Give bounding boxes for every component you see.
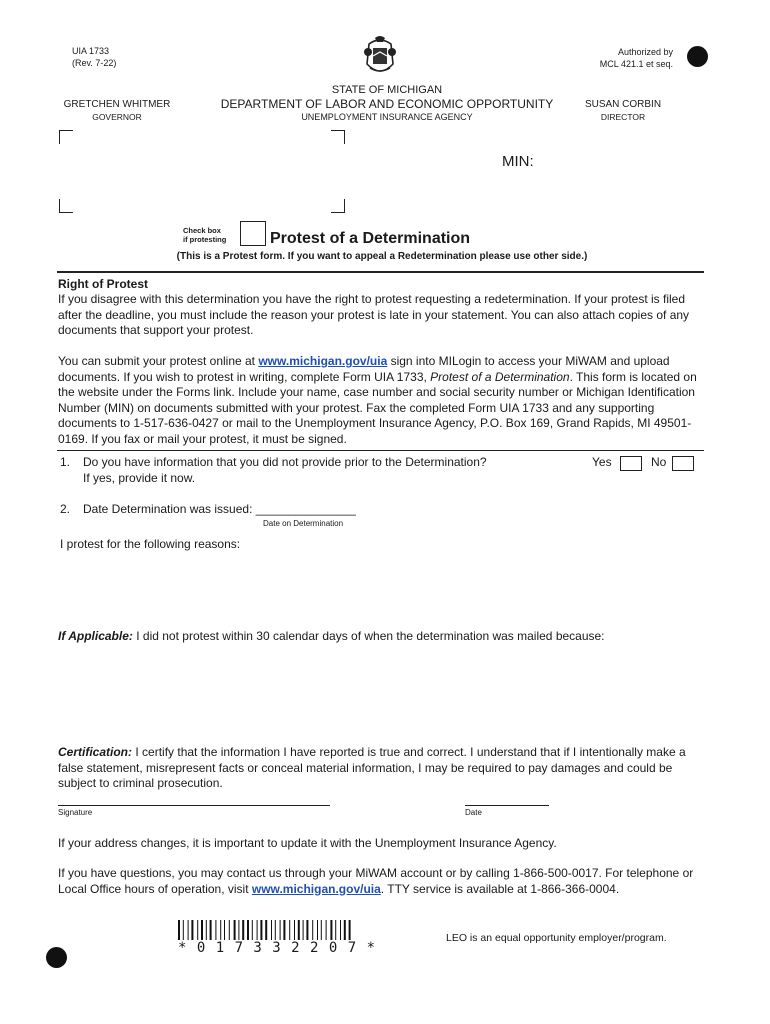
if-applicable-text: I did not protest within 30 calendar days of when the determination was mailed because: (132, 629, 605, 643)
questions-text-2: . TTY service is available at 1-866-366-0004. (380, 881, 620, 896)
uia-website-link-2[interactable]: www.michigan.gov/uia (251, 881, 381, 896)
registration-dot-bottom-icon (46, 947, 67, 968)
barcode-text: * 0 1 7 3 3 2 2 0 7 * (178, 940, 377, 956)
registration-dot-icon (687, 46, 708, 67)
department-name: DEPARTMENT OF LABOR AND ECONOMIC OPPORTUNITY (220, 97, 554, 111)
barcode-icon (178, 920, 396, 942)
q1-number: 1. (60, 455, 71, 469)
questions-text-1: If you have questions, you may contact us through your MiWAM account or by calling 1-866-500-0017. For telephone or Local Office hours of operation, visit (58, 866, 694, 896)
agency-name: UNEMPLOYMENT INSURANCE AGENCY (301, 112, 473, 122)
q1-yes-label: Yes (592, 455, 612, 469)
q1-no-label: No (651, 455, 667, 469)
questions-paragraph (58, 866, 708, 897)
form-title: Protest of a Determination (270, 230, 471, 247)
certification-text: I certify that the information I have reported is true and correct. I understand that if I intentionally make a false statement, misrepresent facts or conceal material information, I may be required to pay damages and could be subject to criminal prosecution. (58, 745, 686, 790)
governor-name: GRETCHEN WHITMER (63, 99, 171, 110)
reasons-label: I protest for the following reasons: (60, 537, 241, 551)
date-line[interactable] (465, 805, 549, 806)
address-change-notice: If your address changes, it is important to update it with the Unemployment Insurance Agency. (58, 836, 557, 850)
state-name: STATE OF MICHIGAN (331, 84, 443, 96)
form-subtitle: (This is a Protest form. If you want to appeal a Redetermination please use other side.) (176, 251, 588, 262)
check-box-label-line1: Check box (183, 226, 221, 235)
min-label: MIN: (502, 153, 534, 170)
right-of-protest-heading: Right of Protest (58, 277, 148, 291)
director-name: SUSAN CORBIN (584, 99, 662, 110)
submit-text-2: sign into MILogin to access your MiWAM and upload documents. If you wish to protest in writing, complete Form UIA 1733, (58, 354, 670, 384)
certification-paragraph (58, 745, 708, 792)
if-applicable-label: If Applicable: (58, 629, 133, 643)
submit-text-1: You can submit your protest online at (58, 354, 259, 368)
address-window-corner-bottom-right (331, 199, 345, 213)
section-divider (57, 450, 704, 451)
q1-followup: If yes, provide it now. (83, 471, 196, 485)
title-divider (57, 271, 704, 273)
state-seal-icon (361, 34, 399, 78)
check-box-label-line2: if protesting (183, 235, 227, 244)
right-of-protest-paragraph: If you disagree with this determination you have the right to protest requesting a redetermination. If your protest is filed after the deadline, you must include the reason your protest is late in your statement. You can also attach copies of any documents that support your protest. (58, 292, 690, 337)
submit-instructions (58, 354, 710, 447)
protest-checkbox[interactable] (240, 221, 266, 246)
certification-label: Certification: (58, 745, 133, 759)
date-label: Date (465, 808, 482, 817)
authorized-line1: Authorized by (617, 47, 673, 57)
uia-website-link[interactable]: www.michigan.gov/uia (258, 354, 388, 368)
equal-opportunity-statement: LEO is an equal opportunity employer/program. (446, 932, 667, 944)
q2-caption: Date on Determination (263, 519, 344, 528)
reasons-field[interactable] (58, 554, 704, 624)
signature-label: Signature (58, 808, 93, 817)
q1-yes-checkbox[interactable] (620, 456, 642, 471)
check-box-label (183, 226, 226, 244)
q1-no-checkbox[interactable] (672, 456, 694, 471)
submit-text-3: . This form is located on the website under the Forms link. Include your name, case number and social security number or Michigan Identification Number (MIN) on documents submitted with your protest. Fax the completed Form UIA 1733 and any supporting documents to 1-517-636-0427 or mail to the Unemployment Insurance Agency, P.O. Box 169, Grand Rapids, MI 49501-0169. If you fax or mail your protest, it must be signed. (58, 369, 697, 446)
form-name-italic: Protest of a Determination (430, 369, 570, 384)
authorized-line2: MCL 421.1 et seq. (599, 59, 673, 69)
form-code: UIA 1733 (72, 46, 110, 56)
if-applicable-line (58, 629, 605, 645)
late-reason-field[interactable] (58, 646, 704, 736)
governor-title: GOVERNOR (92, 112, 142, 122)
form-revision: (Rev. 7-22) (72, 58, 117, 68)
address-window-corner-top-left (59, 130, 73, 144)
q2-date-field[interactable]: Date Determination was issued: _______________ (83, 502, 356, 516)
q2-number: 2. (60, 502, 71, 516)
address-window-corner-bottom-left (59, 199, 73, 213)
director-title: DIRECTOR (600, 112, 646, 122)
signature-line[interactable] (58, 805, 330, 806)
q1-text: Do you have information that you did not provide prior to the Determination? (83, 455, 487, 469)
address-window-corner-top-right (331, 130, 345, 144)
